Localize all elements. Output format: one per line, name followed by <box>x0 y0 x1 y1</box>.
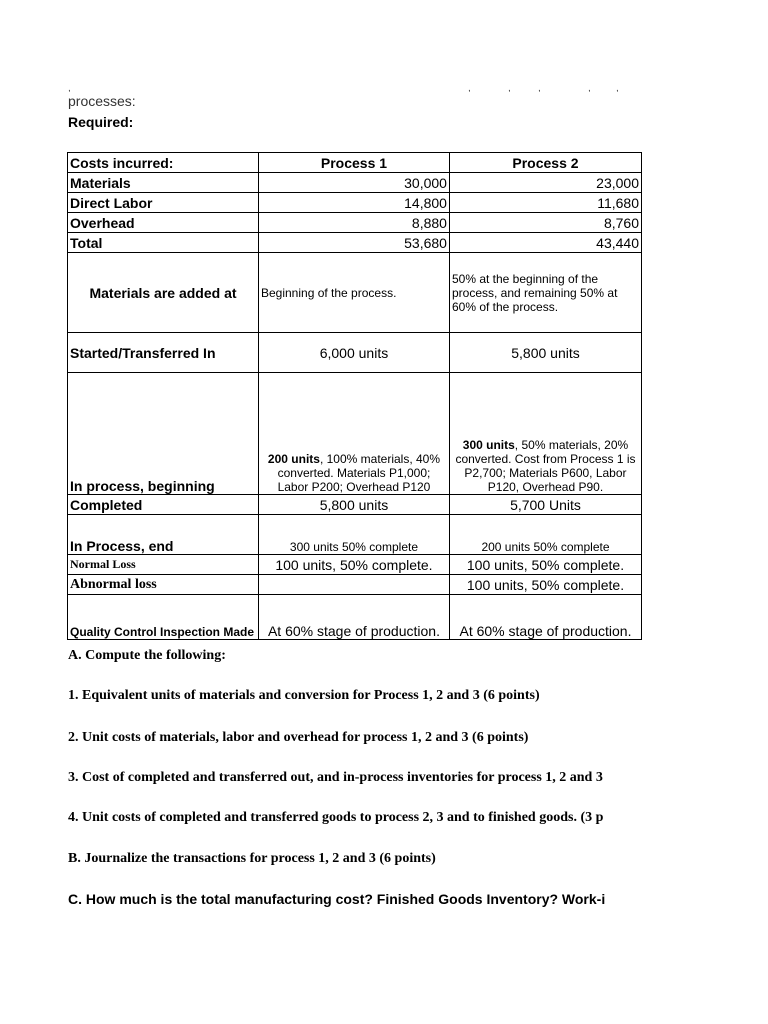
process-1-value: 8,880 <box>258 213 449 233</box>
row-label: In Process, end <box>68 515 259 555</box>
process-2-value: 8,760 <box>449 213 641 233</box>
question-3: 3. Cost of completed and transferred out, and in-process inventories for process 1, 2 and 3 <box>68 770 603 785</box>
process-1-header: Process 1 <box>258 153 449 173</box>
process-1-value <box>258 575 449 595</box>
required-heading: Required: <box>68 114 134 130</box>
row-label: In process, beginning <box>68 373 259 495</box>
process-1-value: 30,000 <box>258 173 449 193</box>
row-label: Abnormal loss <box>68 575 259 595</box>
process-1-value: 5,800 units <box>258 495 449 515</box>
process-2-value: 5,700 Units <box>449 495 641 515</box>
row-label: Materials <box>68 173 259 193</box>
row-label: Direct Labor <box>68 193 259 213</box>
normal-loss-row <box>68 555 642 575</box>
row-label: Total <box>68 233 259 253</box>
process-2-value: 100 units, 50% complete. <box>449 575 641 595</box>
abnormal-loss-row <box>68 575 642 595</box>
started-row <box>68 333 642 373</box>
process-2-units: 300 units <box>462 438 515 452</box>
process-2-value: 11,680 <box>449 193 641 213</box>
row-label: Quality Control Inspection Made <box>68 595 259 640</box>
row-label: Materials are added at <box>68 253 259 333</box>
process-2-header: Process 2 <box>449 153 641 173</box>
table-row <box>68 193 642 213</box>
process-2-value: 200 units 50% complete <box>449 515 641 555</box>
section-b-question: B. Journalize the transactions for process 1, 2 and 3 (6 points) <box>68 851 436 866</box>
in-process-beginning-row <box>68 373 642 495</box>
question-4: 4. Unit costs of completed and transferred goods to process 2, 3 and to finished goods. (3 p <box>68 810 604 825</box>
row-label: Normal Loss <box>68 555 259 575</box>
costs-incurred-label: Costs incurred: <box>68 153 259 173</box>
process-cost-table <box>67 152 642 640</box>
process-1-value <box>258 373 449 495</box>
process-2-details: , 50% materials, 20% converted. Cost from Process 1 is P2,700; Materials P600, Labor P120, Overhead P90. <box>455 438 636 494</box>
section-c-question: C. How much is the total manufacturing cost? Finished Goods Inventory? Work-i <box>68 891 606 907</box>
table-header-row <box>68 153 642 173</box>
cut-off-text-line: , , , , , , <box>68 86 619 92</box>
process-2-value: At 60% stage of production. <box>449 595 641 640</box>
process-1-value: 6,000 units <box>258 333 449 373</box>
process-1-details: , 100% materials, 40% converted. Materials P1,000; Labor P200; Overhead P120 <box>277 452 441 494</box>
row-label: Overhead <box>68 213 259 233</box>
row-label: Started/Transferred In <box>68 333 259 373</box>
process-1-units: 200 units <box>267 452 320 466</box>
process-2-value: 43,440 <box>449 233 641 253</box>
completed-row <box>68 495 642 515</box>
process-2-value: 5,800 units <box>449 333 641 373</box>
row-label: Completed <box>68 495 259 515</box>
process-1-value: 300 units 50% complete <box>258 515 449 555</box>
process-1-value: 14,800 <box>258 193 449 213</box>
process-2-value: 100 units, 50% complete. <box>449 555 641 575</box>
process-1-value: Beginning of the process. <box>258 253 449 333</box>
table-row <box>68 173 642 193</box>
process-1-value: 100 units, 50% complete. <box>258 555 449 575</box>
process-2-value <box>449 373 641 495</box>
materials-added-row <box>68 253 642 333</box>
process-1-value: At 60% stage of production. <box>258 595 449 640</box>
question-1: 1. Equivalent units of materials and conversion for Process 1, 2 and 3 (6 points) <box>68 688 540 703</box>
process-2-value: 50% at the beginning of the process, and remaining 50% at 60% of the process. <box>449 253 641 333</box>
table-row <box>68 213 642 233</box>
intro-text: processes: <box>68 93 136 109</box>
in-process-end-row <box>68 515 642 555</box>
quality-control-row <box>68 595 642 640</box>
question-2: 2. Unit costs of materials, labor and overhead for process 1, 2 and 3 (6 points) <box>68 730 529 745</box>
table-row <box>68 233 642 253</box>
process-2-value: 23,000 <box>449 173 641 193</box>
process-1-value: 53,680 <box>258 233 449 253</box>
section-a-heading: A. Compute the following: <box>68 648 226 663</box>
